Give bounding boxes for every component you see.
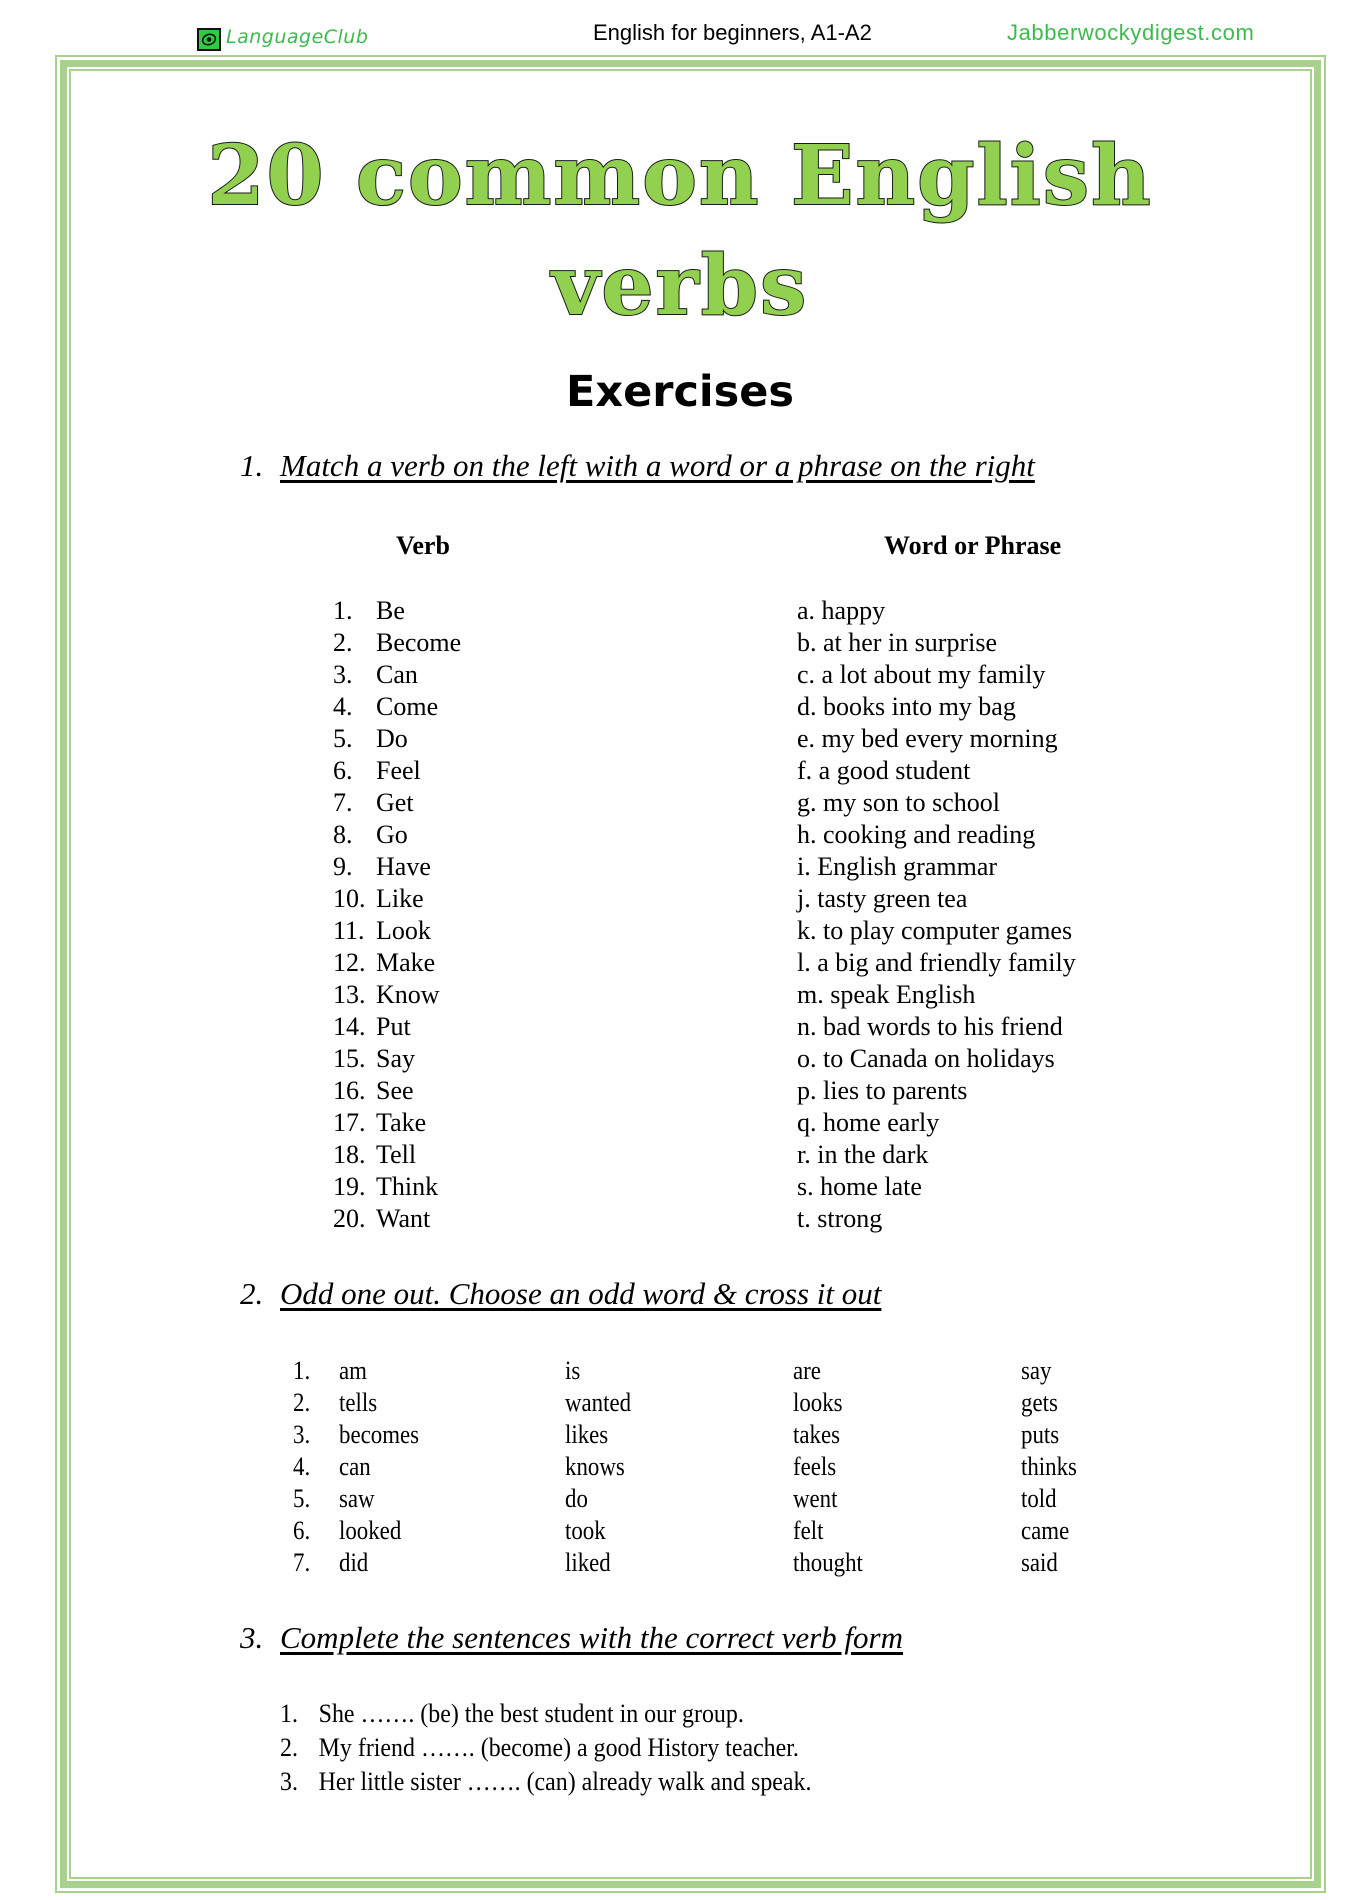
verb-item bbox=[333, 787, 461, 819]
verb-text: Look bbox=[376, 916, 431, 945]
sentence-text: Her little sister ……. (can) already walk and speak. bbox=[318, 1767, 812, 1796]
header-level-label: English for beginners, A1-A2 bbox=[593, 20, 872, 45]
verb-item bbox=[333, 851, 461, 883]
verb-list bbox=[333, 595, 461, 1235]
verb-number: 17. bbox=[333, 1108, 366, 1137]
odd-word-option[interactable]: took bbox=[565, 1516, 606, 1545]
phrase-item: i. English grammar bbox=[797, 852, 998, 881]
phrase-item: m. speak English bbox=[797, 980, 976, 1009]
verb-item bbox=[333, 915, 461, 947]
odd-word-option[interactable]: am bbox=[339, 1356, 367, 1385]
odd-word-option[interactable]: puts bbox=[1021, 1420, 1060, 1449]
odd-word-option[interactable]: said bbox=[1021, 1548, 1058, 1577]
verb-number: 12. bbox=[333, 948, 366, 977]
verb-item bbox=[333, 723, 461, 755]
exercise-number: 2. bbox=[240, 1276, 264, 1311]
page-title-line-1: 20 common English bbox=[207, 128, 1153, 224]
verb-text: Do bbox=[376, 724, 408, 753]
phrase-item: a. happy bbox=[797, 596, 886, 625]
verb-text: Make bbox=[376, 948, 436, 977]
odd-word-option[interactable]: can bbox=[339, 1452, 371, 1481]
phrase-item: e. my bed every morning bbox=[797, 724, 1058, 753]
verb-item bbox=[333, 595, 461, 627]
verb-text: Feel bbox=[376, 756, 421, 785]
verb-item bbox=[333, 1075, 461, 1107]
sentence-number: 2. bbox=[280, 1733, 298, 1762]
exercise-instruction: Match a verb on the left with a word or a phrase on the right bbox=[280, 448, 1035, 483]
verb-number: 14. bbox=[333, 1012, 366, 1041]
row-number: 6. bbox=[293, 1516, 311, 1545]
phrase-item: o. to Canada on holidays bbox=[797, 1044, 1055, 1073]
verb-item bbox=[333, 1043, 461, 1075]
row-number: 4. bbox=[293, 1452, 311, 1481]
verb-text: Want bbox=[376, 1204, 431, 1233]
sentence-item bbox=[280, 1765, 811, 1799]
odd-word-option[interactable]: is bbox=[565, 1356, 581, 1385]
row-number: 7. bbox=[293, 1548, 311, 1577]
verb-text: Have bbox=[376, 852, 431, 881]
odd-word-option[interactable]: liked bbox=[565, 1548, 611, 1577]
row-number: 5. bbox=[293, 1484, 311, 1513]
phrase-item: l. a big and friendly family bbox=[797, 948, 1076, 977]
verb-item bbox=[333, 1203, 461, 1235]
sentence-number: 3. bbox=[280, 1767, 298, 1796]
verb-number: 15. bbox=[333, 1044, 366, 1073]
verb-number: 18. bbox=[333, 1140, 366, 1169]
verb-text: Go bbox=[376, 820, 408, 849]
odd-word-option[interactable]: tells bbox=[339, 1388, 378, 1417]
odd-word-option[interactable]: gets bbox=[1021, 1388, 1058, 1417]
odd-word-option[interactable]: do bbox=[565, 1484, 588, 1513]
phrase-item: c. a lot about my family bbox=[797, 660, 1046, 689]
exercise-number: 3. bbox=[240, 1620, 264, 1655]
verb-item bbox=[333, 1171, 461, 1203]
page-header bbox=[0, 0, 1360, 55]
verb-item bbox=[333, 883, 461, 915]
odd-word-option[interactable]: are bbox=[793, 1356, 821, 1385]
verb-item bbox=[333, 627, 461, 659]
sentence-text: My friend ……. (become) a good History teacher. bbox=[318, 1733, 799, 1762]
verb-text: Be bbox=[376, 596, 405, 625]
odd-word-option[interactable]: wanted bbox=[565, 1388, 632, 1417]
phrase-item: h. cooking and reading bbox=[797, 820, 1036, 849]
exercise-instruction: Odd one out. Choose an odd word & cross it out bbox=[280, 1276, 882, 1311]
verb-number: 7. bbox=[333, 788, 353, 817]
verb-item bbox=[333, 979, 461, 1011]
sentence-item bbox=[280, 1731, 811, 1765]
verb-number: 10. bbox=[333, 884, 366, 913]
odd-word-option[interactable]: went bbox=[793, 1484, 838, 1513]
sentence-item bbox=[280, 1697, 811, 1731]
verb-number: 3. bbox=[333, 660, 353, 689]
language-club-logo-icon bbox=[197, 28, 221, 51]
phrase-item: q. home early bbox=[797, 1108, 940, 1137]
exercise-3-heading bbox=[240, 1620, 903, 1656]
odd-word-option[interactable]: told bbox=[1021, 1484, 1057, 1513]
phrase-item: f. a good student bbox=[797, 756, 971, 785]
verb-text: Say bbox=[376, 1044, 415, 1073]
phrase-list bbox=[797, 595, 1076, 1235]
verb-item bbox=[333, 819, 461, 851]
phrase-item: k. to play computer games bbox=[797, 916, 1073, 945]
verb-number: 1. bbox=[333, 596, 353, 625]
header-site-link[interactable]: Jabberwockydigest.com bbox=[1007, 20, 1255, 45]
verb-item bbox=[333, 755, 461, 787]
odd-word-option[interactable]: saw bbox=[339, 1484, 375, 1513]
verb-text: Come bbox=[376, 692, 439, 721]
verb-item bbox=[333, 1139, 461, 1171]
sentence-number: 1. bbox=[280, 1699, 298, 1728]
verb-number: 13. bbox=[333, 980, 366, 1009]
exercise-number: 1. bbox=[240, 448, 264, 483]
odd-word-option[interactable]: came bbox=[1021, 1516, 1070, 1545]
logo-text: LanguageClub bbox=[226, 26, 369, 48]
phrase-item: d. books into my bag bbox=[797, 692, 1016, 721]
exercise-1-heading bbox=[240, 448, 1035, 484]
verb-item bbox=[333, 1107, 461, 1139]
verb-text: Tell bbox=[376, 1140, 417, 1169]
odd-word-option[interactable]: takes bbox=[793, 1420, 841, 1449]
row-number: 1. bbox=[293, 1356, 311, 1385]
odd-word-option[interactable]: likes bbox=[565, 1420, 609, 1449]
phrase-item: j. tasty green tea bbox=[797, 884, 968, 913]
row-number: 3. bbox=[293, 1420, 311, 1449]
verb-text: Know bbox=[376, 980, 440, 1009]
column-header-verb: Verb bbox=[396, 531, 450, 560]
verb-text: Become bbox=[376, 628, 462, 657]
phrase-item: p. lies to parents bbox=[797, 1076, 968, 1105]
odd-word-option[interactable]: thought bbox=[793, 1548, 863, 1577]
verb-number: 6. bbox=[333, 756, 353, 785]
phrase-item: n. bad words to his friend bbox=[797, 1012, 1063, 1041]
verb-item bbox=[333, 1011, 461, 1043]
odd-word-option[interactable]: say bbox=[1021, 1356, 1052, 1385]
odd-word-option[interactable]: did bbox=[339, 1548, 369, 1577]
phrase-item: t. strong bbox=[797, 1204, 883, 1233]
phrase-item: r. in the dark bbox=[797, 1140, 929, 1169]
verb-number: 4. bbox=[333, 692, 353, 721]
verb-number: 19. bbox=[333, 1172, 366, 1201]
odd-word-option[interactable]: looks bbox=[793, 1388, 843, 1417]
page-title-line-2: verbs bbox=[551, 238, 809, 334]
verb-text: See bbox=[376, 1076, 414, 1105]
verb-number: 16. bbox=[333, 1076, 366, 1105]
phrase-item: g. my son to school bbox=[797, 788, 1000, 817]
verb-text: Get bbox=[376, 788, 414, 817]
row-number: 2. bbox=[293, 1388, 311, 1417]
odd-word-option[interactable]: becomes bbox=[339, 1420, 420, 1449]
exercises-heading: Exercises bbox=[565, 367, 795, 417]
verb-number: 8. bbox=[333, 820, 353, 849]
odd-word-option[interactable]: felt bbox=[793, 1516, 824, 1545]
verb-text: Like bbox=[376, 884, 424, 913]
verb-item bbox=[333, 691, 461, 723]
page-frame-inner bbox=[69, 69, 1312, 1879]
verb-text: Can bbox=[376, 660, 418, 689]
verb-number: 11. bbox=[333, 916, 365, 945]
odd-word-option[interactable]: looked bbox=[339, 1516, 402, 1545]
phrase-item: s. home late bbox=[797, 1172, 922, 1201]
odd-word-option[interactable]: feels bbox=[793, 1452, 837, 1481]
phrase-item: b. at her in surprise bbox=[797, 628, 998, 657]
exercise-2-heading bbox=[240, 1276, 881, 1312]
exercise-instruction: Complete the sentences with the correct verb form bbox=[280, 1620, 903, 1655]
verb-text: Put bbox=[376, 1012, 411, 1041]
sentence-text: She ……. (be) the best student in our group. bbox=[318, 1699, 744, 1728]
verb-number: 2. bbox=[333, 628, 353, 657]
verb-item bbox=[333, 947, 461, 979]
sentence-list bbox=[280, 1697, 858, 1799]
verb-number: 9. bbox=[333, 852, 353, 881]
column-header-phrase: Word or Phrase bbox=[884, 531, 1062, 560]
odd-word-option[interactable]: knows bbox=[565, 1452, 625, 1481]
verb-text: Take bbox=[376, 1108, 427, 1137]
verb-number: 20. bbox=[333, 1204, 366, 1233]
verb-text: Think bbox=[376, 1172, 439, 1201]
verb-number: 5. bbox=[333, 724, 353, 753]
odd-word-option[interactable]: thinks bbox=[1021, 1452, 1077, 1481]
verb-item bbox=[333, 659, 461, 691]
